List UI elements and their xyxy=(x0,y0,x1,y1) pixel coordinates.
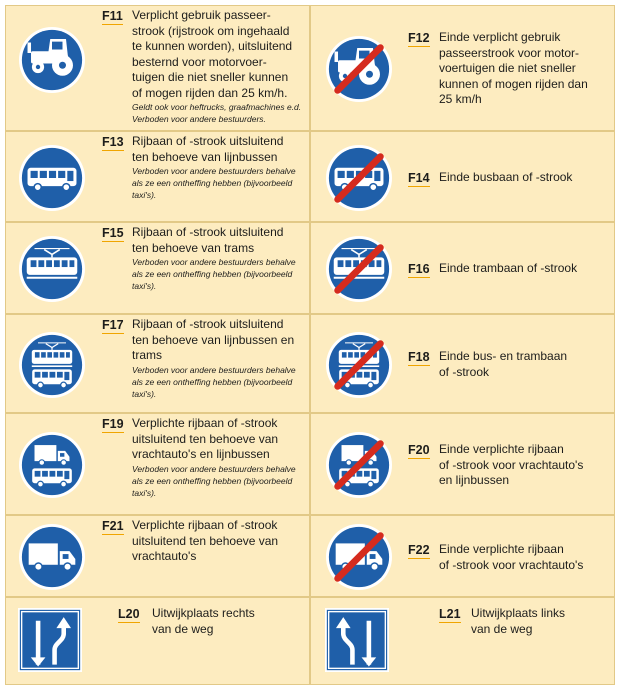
sign-note: Verboden voor andere bestuurders behalve als ze een ontheffing hebben (bijvoorbeeld taxi's). xyxy=(132,166,296,200)
sign-entry-f21 xyxy=(5,515,310,597)
truck-bus-end-icon xyxy=(325,431,393,499)
sign-entry-f20 xyxy=(310,413,615,515)
sign-description xyxy=(132,317,304,400)
sign-entry-f19 xyxy=(5,413,310,515)
sign-description-text: Rijbaan of -strook uitsluitend ten behoeve van lijnbussen xyxy=(132,134,284,164)
sign-code: F16 xyxy=(408,262,430,276)
sign-entry-l21 xyxy=(310,597,615,685)
tram-bus-end-icon xyxy=(325,331,393,399)
sign-code: F22 xyxy=(408,543,430,557)
sign-description xyxy=(439,442,611,489)
sign-entry-f14 xyxy=(310,131,615,222)
passing-place-left-icon xyxy=(325,608,389,672)
sign-code: L21 xyxy=(439,607,461,621)
sign-description-text: Einde verplicht gebruik passeerstrook voor motor- voertuigen die niet sneller kunnen of mogen rijden dan 25 km/h xyxy=(439,30,588,106)
sign-code: F19 xyxy=(102,417,124,431)
sign-description-text: Einde trambaan of -strook xyxy=(439,261,578,275)
sign-entry-f11 xyxy=(5,5,310,131)
sign-code: F21 xyxy=(102,519,124,533)
sign-description-text: Einde bus- en trambaan of -strook xyxy=(439,349,568,379)
sign-code: F18 xyxy=(408,350,430,364)
sign-entry-f17 xyxy=(5,314,310,413)
sign-note: Verboden voor andere bestuurders behalve als ze een ontheffing hebben (bijvoorbeeld taxi's). xyxy=(132,364,296,399)
sign-description-text: Rijbaan of -strook uitsluitend ten behoeve van lijnbussen en trams xyxy=(132,317,295,362)
sign-code: L20 xyxy=(118,607,140,621)
sign-code: F20 xyxy=(408,443,430,457)
sign-description-text: Einde busbaan of -strook xyxy=(439,170,573,184)
sign-table xyxy=(5,5,615,685)
tractor-icon xyxy=(18,26,86,94)
sign-description xyxy=(132,518,304,565)
sign-code: F12 xyxy=(408,31,430,45)
sign-entry-l20 xyxy=(5,597,310,685)
sign-entry-f15 xyxy=(5,222,310,314)
sign-description xyxy=(132,416,304,499)
truck-icon xyxy=(18,523,86,591)
sign-description xyxy=(132,134,304,201)
sign-note: Verboden voor andere bestuurders behalve als ze een ontheffing hebben (bijvoorbeeld taxi's). xyxy=(132,257,296,291)
sign-note: Verboden voor andere bestuurders behalve als ze een ontheffing hebben (bijvoorbeeld taxi's). xyxy=(132,463,296,498)
sign-description-text: Uitwijkplaats links van de weg xyxy=(471,606,566,636)
sign-entry-f16 xyxy=(310,222,615,314)
tractor-end-icon xyxy=(325,35,393,103)
sign-code: F15 xyxy=(102,226,124,240)
sign-description-text: Verplichte rijbaan of -strook uitsluitend ten behoeve van vrachtauto's en lijnbussen xyxy=(132,416,279,461)
truck-bus-icon xyxy=(18,431,86,499)
sign-code: F14 xyxy=(408,171,430,185)
sign-note: Geldt ook voor heftrucks, graafmachines e.d. Verboden voor andere bestuurders. xyxy=(132,102,302,124)
tram-end-icon xyxy=(325,235,393,303)
tram-icon xyxy=(18,235,86,303)
passing-place-right-icon xyxy=(18,608,82,672)
sign-description xyxy=(439,261,611,277)
sign-code: F11 xyxy=(102,9,123,23)
sign-description xyxy=(152,606,302,637)
sign-description xyxy=(439,349,611,380)
bus-icon xyxy=(18,144,86,212)
sign-description xyxy=(132,8,304,125)
sign-entry-f13 xyxy=(5,131,310,222)
sign-description xyxy=(439,170,611,186)
sign-entry-f12 xyxy=(310,5,615,131)
sign-description-text: Einde verplichte rijbaan of -strook voor vrachtauto's en lijnbussen xyxy=(439,442,584,487)
sign-description-text: Einde verplichte rijbaan of -strook voor vrachtauto's xyxy=(439,542,584,572)
sign-description-text: Rijbaan of -strook uitsluitend ten behoeve van trams xyxy=(132,225,284,255)
sign-description xyxy=(439,30,611,108)
sign-code: F17 xyxy=(102,318,124,332)
sign-entry-f18 xyxy=(310,314,615,413)
truck-end-icon xyxy=(325,523,393,591)
tram-bus-icon xyxy=(18,331,86,399)
sign-description xyxy=(132,225,304,292)
sign-code: F13 xyxy=(102,135,124,149)
bus-end-icon xyxy=(325,144,393,212)
sign-description-text: Verplichte rijbaan of -strook uitsluitend ten behoeve van vrachtauto's xyxy=(132,518,279,563)
sign-description xyxy=(439,542,611,573)
sign-description-text: Uitwijkplaats rechts van de weg xyxy=(152,606,255,636)
sign-description xyxy=(471,606,611,637)
sign-entry-f22 xyxy=(310,515,615,597)
sign-description-text: Verplicht gebruik passeer- strook (rijstrook om ingehaald te kunnen worden), uitsluitend besternd voor motorvoer- tuigen die niet sneller kunnen of mogen rijden dan 25 km/h. xyxy=(132,8,293,100)
